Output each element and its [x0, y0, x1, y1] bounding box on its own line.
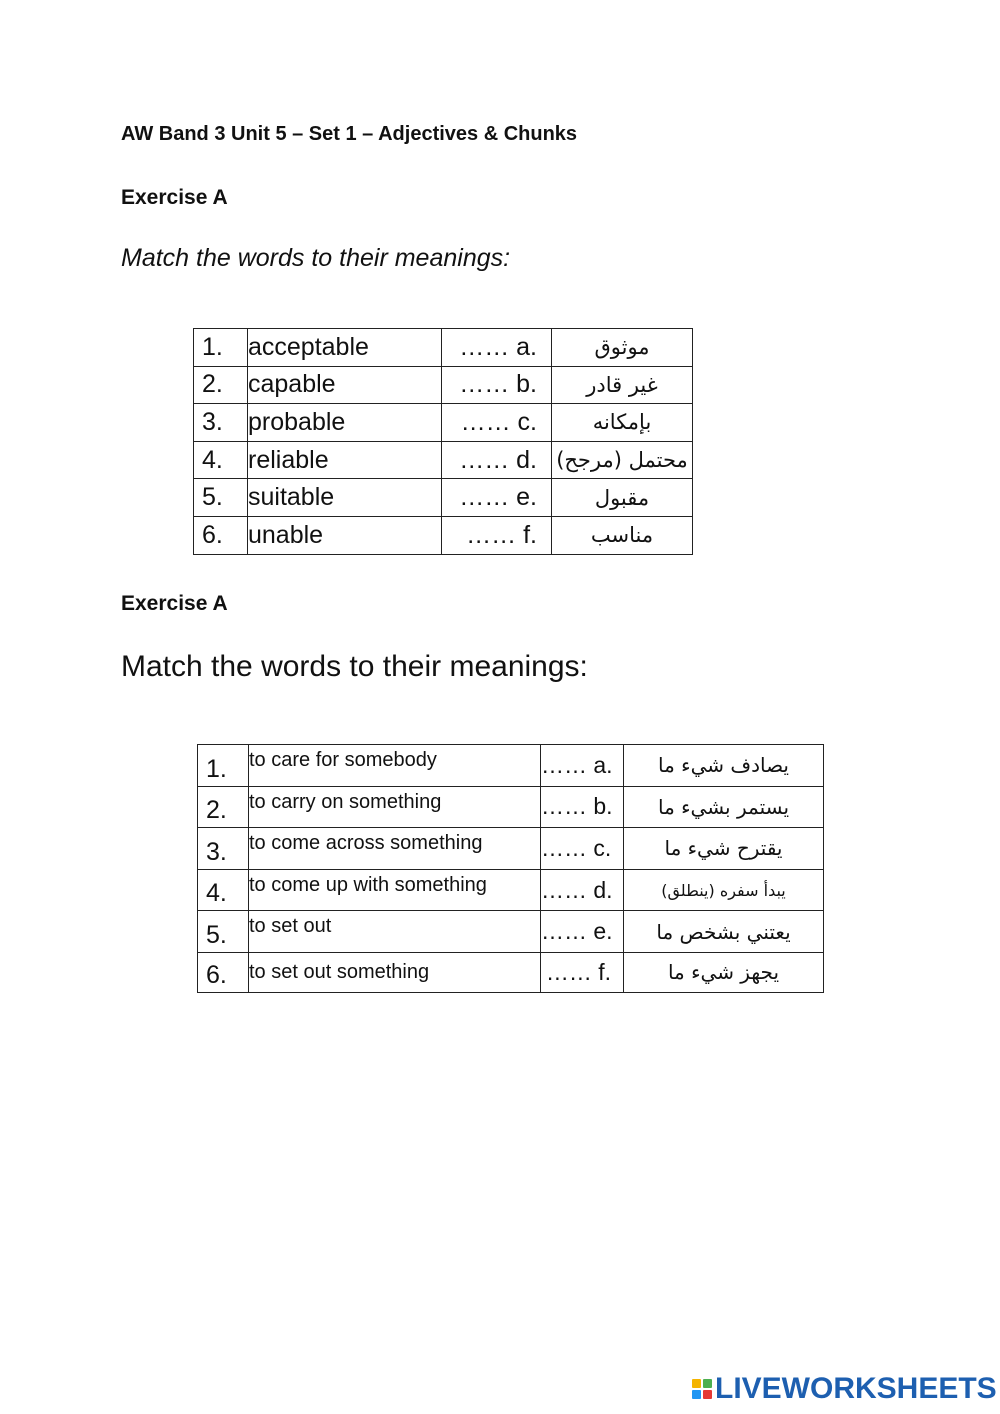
table-row [198, 911, 824, 953]
document-title: AW Band 3 Unit 5 – Set 1 – Adjectives & Chunks [121, 123, 578, 145]
word-cell: acceptable [248, 329, 442, 367]
logo-square-icon [692, 1379, 701, 1388]
meaning-cell: يجهز شيء ما [624, 952, 824, 992]
word-cell: unable [248, 516, 442, 554]
liveworksheets-logo [692, 1374, 997, 1404]
answer-blank[interactable]: …… d. [442, 441, 552, 479]
meaning-cell: غير قادر [552, 366, 693, 404]
table-row [198, 786, 824, 828]
table-row [194, 366, 693, 404]
answer-blank[interactable]: …… e. [541, 911, 624, 953]
row-number: 4. [194, 441, 248, 479]
phrase-cell: to carry on something [249, 786, 541, 828]
meaning-cell: يعتني بشخص ما [624, 911, 824, 953]
row-number: 3. [194, 404, 248, 442]
phrase-cell: to care for somebody [249, 745, 541, 787]
phrase-cell: to come across something [249, 828, 541, 870]
row-number: 3. [198, 828, 249, 870]
meaning-cell: يستمر بشيء ما [624, 786, 824, 828]
meaning-cell: يبدأ سفره (ينطلق) [624, 869, 824, 911]
phrase-cell: to set out [249, 911, 541, 953]
row-number: 2. [194, 366, 248, 404]
row-number: 4. [198, 869, 249, 911]
answer-blank[interactable]: …… f. [541, 952, 624, 992]
table-row [194, 479, 693, 517]
meaning-cell: يصادف شيء ما [624, 745, 824, 787]
meaning-cell: محتمل (مرجح) [552, 441, 693, 479]
exercise-1-heading: Exercise A [121, 186, 228, 209]
meaning-cell: يقترح شيء ما [624, 828, 824, 870]
word-cell: probable [248, 404, 442, 442]
phrase-cell: to come up with something [249, 869, 541, 911]
logo-text: LIVEWORKSHEETS [715, 1372, 997, 1405]
answer-blank[interactable]: …… c. [541, 828, 624, 870]
logo-square-icon [703, 1390, 712, 1399]
table-row [194, 441, 693, 479]
table-row [198, 952, 824, 992]
logo-mark-icon [692, 1379, 712, 1399]
row-number: 6. [194, 516, 248, 554]
row-number: 5. [194, 479, 248, 517]
table-row [194, 404, 693, 442]
row-number: 1. [194, 329, 248, 367]
table-row [198, 745, 824, 787]
meaning-cell: بإمكانه [552, 404, 693, 442]
logo-square-icon [692, 1390, 701, 1399]
exercise-1-instruction: Match the words to their meanings: [121, 244, 511, 272]
exercise-2-table [197, 744, 824, 993]
logo-square-icon [703, 1379, 712, 1388]
exercise-1-table [193, 328, 693, 555]
row-number: 2. [198, 786, 249, 828]
row-number: 5. [198, 911, 249, 953]
exercise-2-instruction: Match the words to their meanings: [121, 650, 588, 683]
phrase-cell: to set out something [249, 952, 541, 992]
word-cell: reliable [248, 441, 442, 479]
answer-blank[interactable]: …… b. [541, 786, 624, 828]
answer-blank[interactable]: …… a. [442, 329, 552, 367]
meaning-cell: مناسب [552, 516, 693, 554]
row-number: 1. [198, 745, 249, 787]
answer-blank[interactable]: …… d. [541, 869, 624, 911]
meaning-cell: مقبول [552, 479, 693, 517]
exercise-2-heading: Exercise A [121, 592, 228, 615]
table-row [194, 516, 693, 554]
word-cell: suitable [248, 479, 442, 517]
table-row [198, 869, 824, 911]
table-row [194, 329, 693, 367]
row-number: 6. [198, 952, 249, 992]
answer-blank[interactable]: …… e. [442, 479, 552, 517]
meaning-cell: موثوق [552, 329, 693, 367]
answer-blank[interactable]: …… a. [541, 745, 624, 787]
table-row [198, 828, 824, 870]
answer-blank[interactable]: …… b. [442, 366, 552, 404]
answer-blank[interactable]: …… f. [442, 516, 552, 554]
word-cell: capable [248, 366, 442, 404]
answer-blank[interactable]: …… c. [442, 404, 552, 442]
